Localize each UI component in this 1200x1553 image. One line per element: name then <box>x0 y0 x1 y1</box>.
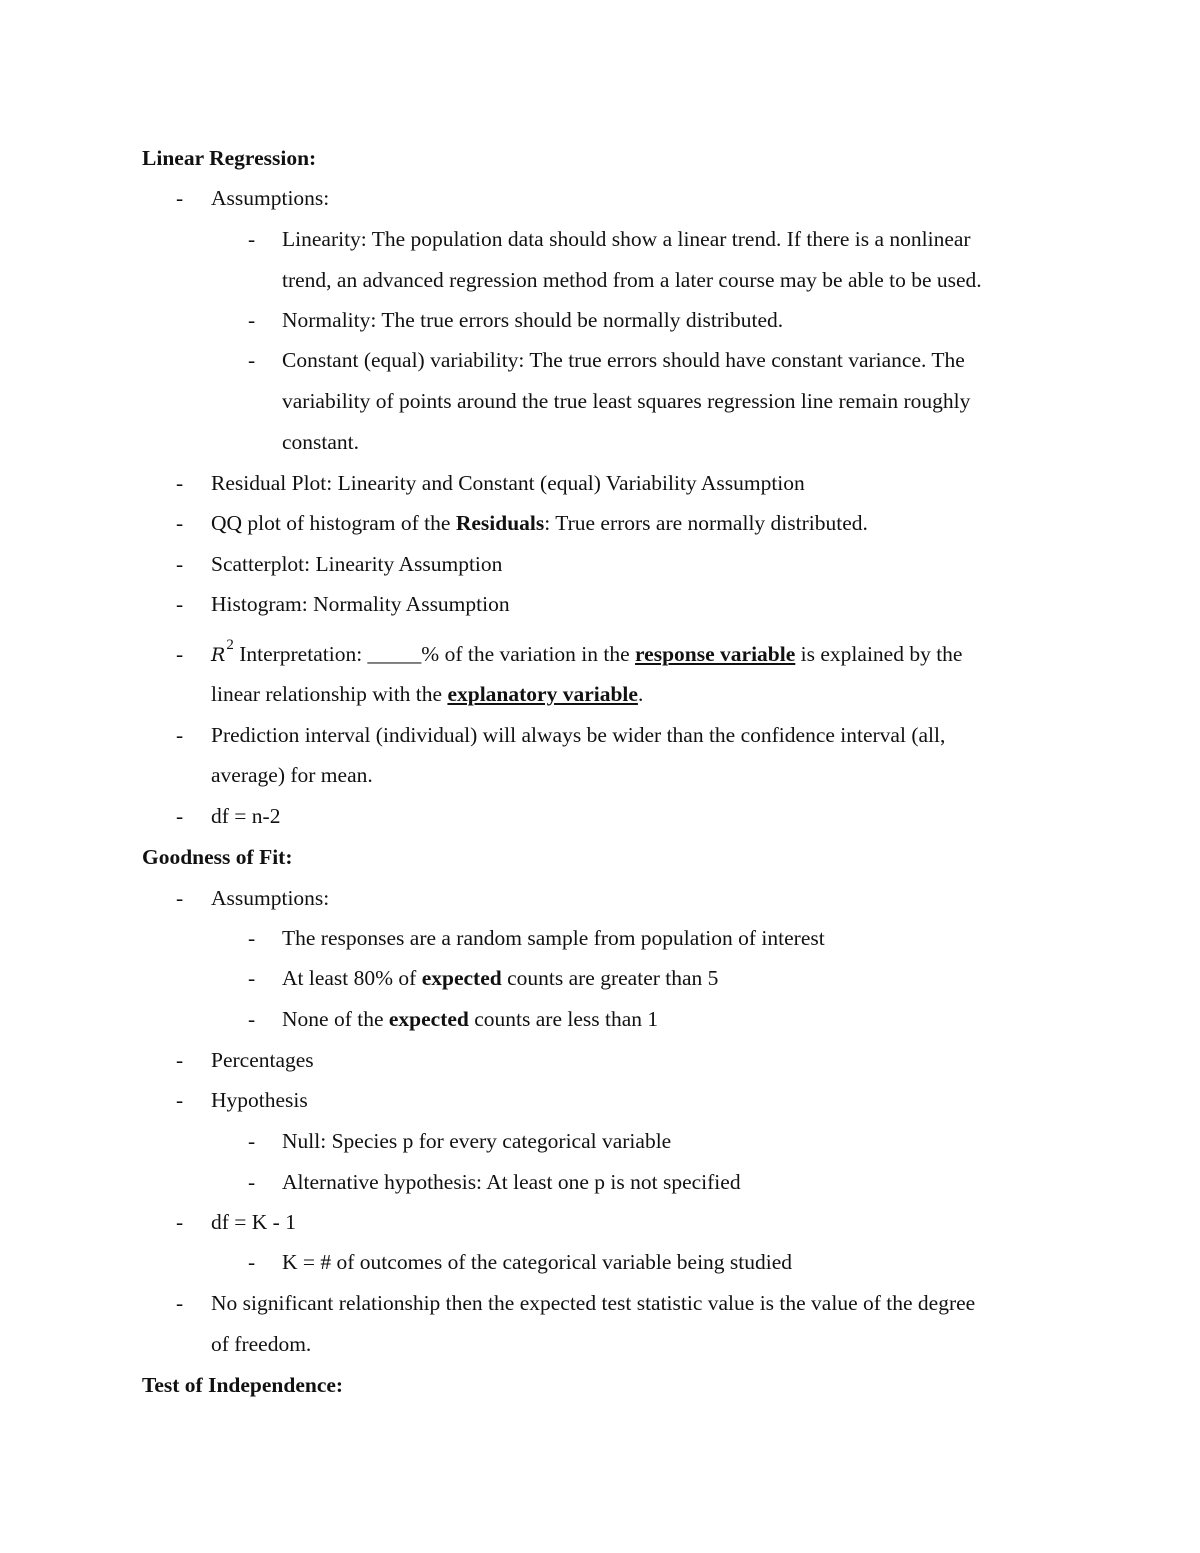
response-variable-bold: response variable <box>635 642 796 666</box>
histogram: Histogram: Normality Assumption <box>211 592 510 616</box>
bullet: - <box>176 511 184 535</box>
eighty-suffix: counts are greater than 5 <box>501 966 719 990</box>
bullet: - <box>176 552 184 576</box>
bullet: - <box>248 1170 256 1194</box>
r-squared-line-1 <box>211 637 963 668</box>
bullet: - <box>176 1088 184 1112</box>
bullet: - <box>248 966 256 990</box>
bullet: - <box>176 1291 184 1315</box>
eighty-prefix: At least 80% of <box>282 966 422 990</box>
constant-variability-line-1: Constant (equal) variability: The true errors should have constant variance. The <box>282 348 965 372</box>
none-suffix: counts are less than 1 <box>468 1007 659 1031</box>
r-squared-line-2-suffix: . <box>637 682 644 706</box>
gof-assumptions-label: Assumptions: <box>211 886 330 910</box>
bullet: - <box>176 642 184 666</box>
percentages: Percentages <box>211 1048 314 1072</box>
no-significant-line-2: of freedom. <box>211 1332 312 1356</box>
constant-variability-line-2: variability of points around the true least squares regression line remain roughly <box>282 389 971 413</box>
bullet: - <box>248 308 256 332</box>
bullet: - <box>176 1048 184 1072</box>
expected-bold: expected <box>421 966 502 990</box>
heading-goodness-of-fit: Goodness of Fit: <box>142 845 293 869</box>
df-linear-regression: df = n-2 <box>211 804 281 828</box>
bullet: - <box>176 186 184 210</box>
bullet: - <box>248 926 256 950</box>
bullet: - <box>176 723 184 747</box>
prediction-interval-line-2: average) for mean. <box>211 763 373 787</box>
expected-bold: expected <box>388 1007 469 1031</box>
scatterplot: Scatterplot: Linearity Assumption <box>211 552 503 576</box>
linearity-line-2: trend, an advanced regression method from a later course may be able to be used. <box>282 268 982 292</box>
qq-prefix: QQ plot of histogram of the <box>211 511 456 535</box>
linearity-line-1: Linearity: The population data should show a linear trend. If there is a nonlinear <box>282 227 971 251</box>
normality-assumption: Normality: The true errors should be normally distributed. <box>282 308 784 332</box>
hypothesis: Hypothesis <box>211 1088 308 1112</box>
qq-residuals-bold: Residuals <box>455 511 545 535</box>
prediction-interval-line-1: Prediction interval (individual) will always be wider than the confidence interval (all, <box>211 723 946 747</box>
eighty-percent-assumption <box>282 964 718 992</box>
none-less-than-one-assumption <box>282 1005 658 1033</box>
assumptions-label: Assumptions: <box>211 186 330 210</box>
constant-variability-line-3: constant. <box>282 430 360 454</box>
r-squared-line-2 <box>211 680 643 708</box>
r-squared-exponent: 2 <box>226 637 234 653</box>
df-goodness-of-fit: df = K - 1 <box>211 1210 296 1234</box>
null-hypothesis: Null: Species p for every categorical variable <box>282 1129 672 1153</box>
r-squared-prefix: Interpretation: _____% of the variation in the <box>233 642 636 666</box>
heading-linear-regression: Linear Regression: <box>142 146 317 170</box>
none-prefix: None of the <box>282 1007 389 1031</box>
heading-test-of-independence: Test of Independence: <box>142 1373 344 1397</box>
bullet: - <box>248 1007 256 1031</box>
qq-suffix: : True errors are normally distributed. <box>544 511 868 535</box>
random-sample-assumption: The responses are a random sample from population of interest <box>282 926 825 950</box>
r-squared-symbol: R <box>211 644 226 666</box>
k-definition: K = # of outcomes of the categorical variable being studied <box>282 1250 793 1274</box>
bullet: - <box>248 1129 256 1153</box>
alternative-hypothesis: Alternative hypothesis: At least one p is not specified <box>282 1170 741 1194</box>
bullet: - <box>176 886 184 910</box>
bullet: - <box>176 592 184 616</box>
r-squared-middle: is explained by the <box>795 642 963 666</box>
qq-plot-line <box>211 509 868 537</box>
r-squared-line-2-prefix: linear relationship with the <box>211 682 448 706</box>
residual-plot: Residual Plot: Linearity and Constant (equal) Variability Assumption <box>211 471 805 495</box>
no-significant-line-1: No significant relationship then the expected test statistic value is the value of the degree <box>211 1291 976 1315</box>
bullet: - <box>176 804 184 828</box>
bullet: - <box>248 1250 256 1274</box>
bullet: - <box>248 348 256 372</box>
bullet: - <box>248 227 256 251</box>
explanatory-variable-bold: explanatory variable <box>447 682 638 706</box>
bullet: - <box>176 1210 184 1234</box>
bullet: - <box>176 471 184 495</box>
